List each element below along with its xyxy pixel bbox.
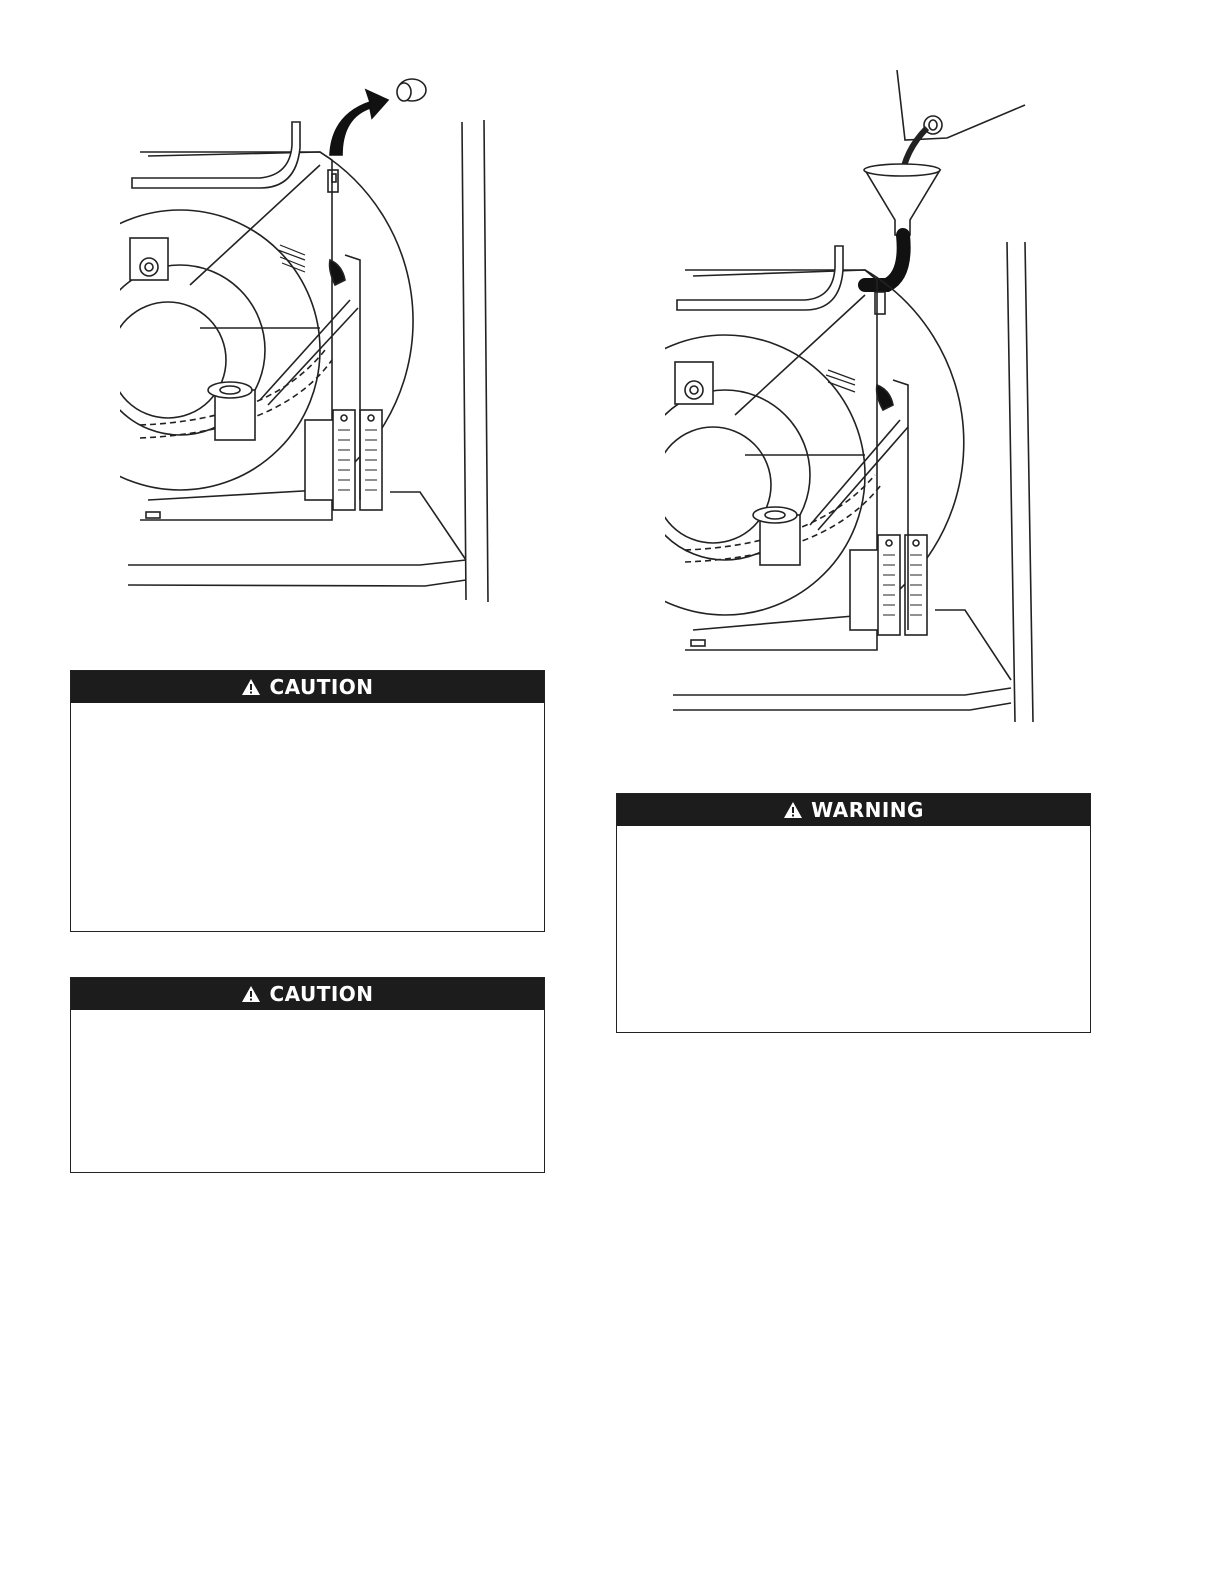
warning-triangle-icon (241, 678, 261, 696)
caution-notice (70, 670, 545, 932)
caution-header (71, 671, 544, 703)
warning-triangle-icon (783, 801, 803, 819)
warning-header (617, 794, 1090, 826)
warning-triangle-icon (241, 985, 261, 1003)
warning-notice (616, 793, 1091, 1033)
caution-title: CAUTION (269, 675, 374, 699)
figure-remove-cap (120, 60, 500, 610)
warning-title: WARNING (811, 798, 924, 822)
caution-title-secondary: CAUTION (269, 982, 374, 1006)
caution-notice-secondary (70, 977, 545, 1173)
caution-header-secondary (71, 978, 544, 1010)
figure-pour-funnel (665, 70, 1045, 730)
